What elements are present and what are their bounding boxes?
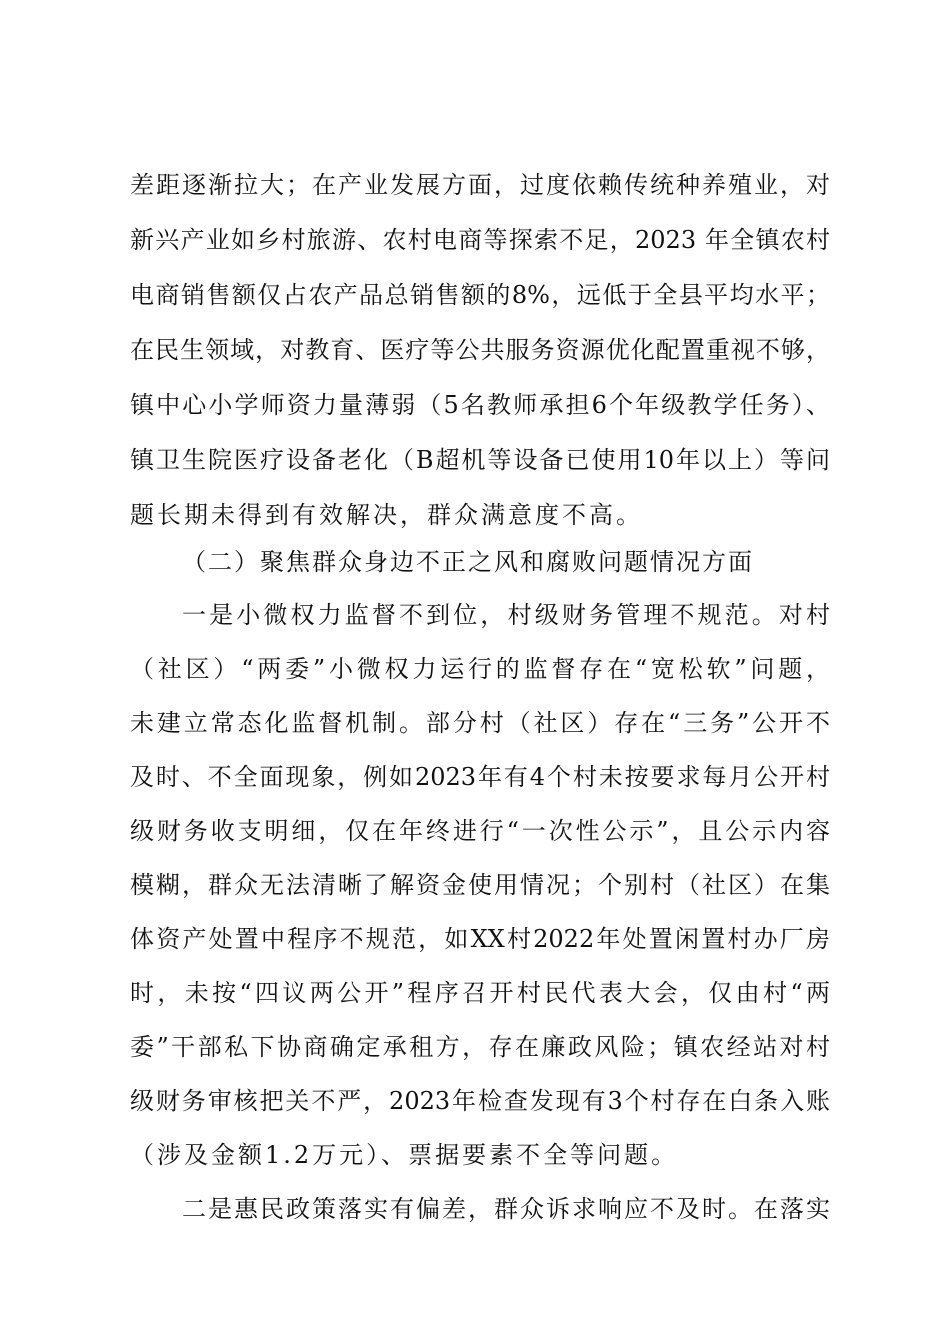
section-heading: （二）聚焦群众身边不正之风和腐败问题情况方面: [182, 548, 754, 576]
paragraph-line: 差距逐渐拉大；在产业发展方面，过度依赖传统种养殖业，对: [130, 171, 830, 199]
paragraph-line: 委”干部私下协商确定承租方，存在廉政风险；镇农经站对村: [130, 1033, 830, 1061]
paragraph-line: 电商销售额仅占农产品总销售额的8%，远低于全县平均水平；: [130, 281, 830, 309]
paragraph-line: 及时、不全面现象，例如2023年有4个村未按要求每月公开村: [130, 763, 830, 791]
paragraph-line: （社区）“两委”小微权力运行的监督存在“宽松软”问题，: [130, 655, 830, 683]
paragraph-line: （涉及金额1.2万元）、票据要素不全等问题。: [130, 1141, 679, 1169]
paragraph-line: 题长期未得到有效解决，群众满意度不高。: [130, 501, 643, 529]
paragraph-line: 级财务审核把关不严，2023年检查发现有3个村存在白条入账: [130, 1087, 830, 1115]
paragraph-line: 体资产处置中程序不规范，如XX村2022年处置闲置村办厂房: [130, 925, 830, 953]
paragraph-line: 在民生领域，对教育、医疗等公共服务资源优化配置重视不够，: [130, 336, 830, 364]
paragraph-line: 一是小微权力监督不到位，村级财务管理不规范。对村: [182, 601, 830, 629]
paragraph-line: 级财务收支明细，仅在年终进行“一次性公示”，且公示内容: [130, 817, 830, 845]
paragraph-line: 新兴产业如乡村旅游、农村电商等探索不足，2023 年全镇农村: [130, 226, 830, 254]
paragraph-line: 镇中心小学师资力量薄弱（5名教师承担6个年级教学任务）、: [130, 391, 830, 419]
paragraph-line: 时，未按“四议两公开”程序召开村民代表大会，仅由村“两: [130, 979, 830, 1007]
paragraph-line: 模糊，群众无法清晰了解资金使用情况；个别村（社区）在集: [130, 871, 830, 899]
paragraph-line: 二是惠民政策落实有偏差，群众诉求响应不及时。在落实: [182, 1195, 830, 1223]
paragraph-line: 未建立常态化监督机制。部分村（社区）存在“三务”公开不: [130, 709, 830, 737]
paragraph-line: 镇卫生院医疗设备老化（B超机等设备已使用10年以上）等问: [130, 446, 830, 474]
